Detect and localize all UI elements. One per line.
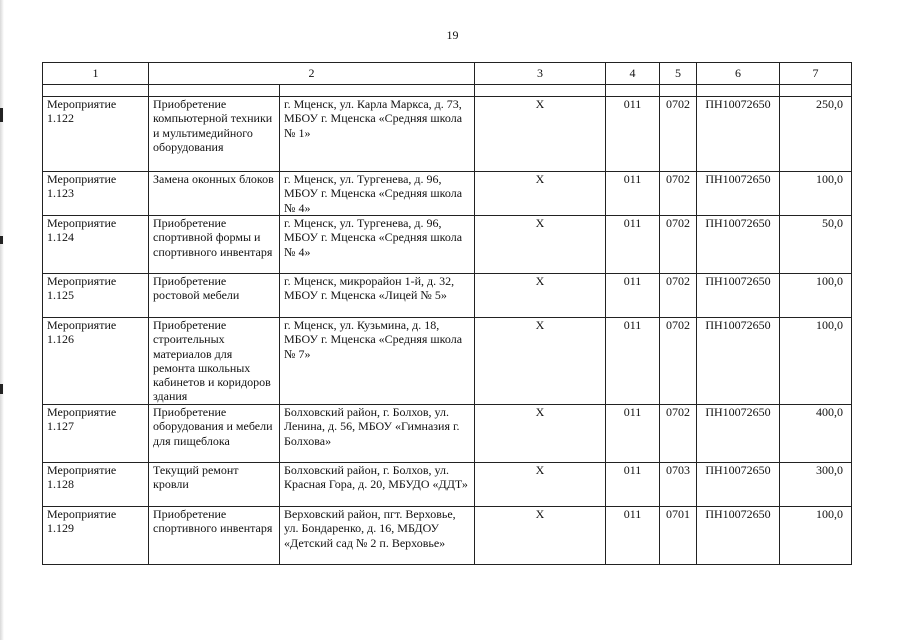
column-6-cell: ПН10072650 [697,507,780,565]
column-4-cell: 011 [606,507,660,565]
measure-name-cell: Приобретение спортивной формы и спортивного инвентаря [149,216,280,274]
column-3-cell: Х [475,405,606,463]
column-3-cell: Х [475,507,606,565]
amount-cell: 250,0 [780,97,852,172]
measure-name-cell: Приобретение ростовой мебели [149,274,280,318]
address-cell: г. Мценск, ул. Тургенева, д. 96, МБОУ г. Мценска «Средняя школа № 4» [280,172,475,216]
column-6-cell: ПН10072650 [697,216,780,274]
column-5-cell: 0702 [660,172,697,216]
table-row [43,216,852,274]
column-header: 2 [149,63,475,85]
address-cell: Верховский район, пгт. Верховье, ул. Бондаренко, д. 16, МБДОУ «Детский сад № 2 п. Верховье» [280,507,475,565]
table-row [43,97,852,172]
amount-cell: 100,0 [780,274,852,318]
amount-cell: 400,0 [780,405,852,463]
measure-id-cell: Мероприятие 1.128 [43,463,149,507]
measure-id-cell: Мероприятие 1.126 [43,318,149,405]
amount-cell: 50,0 [780,216,852,274]
table-row [43,405,852,463]
table-row [43,172,852,216]
measures-table [42,62,852,565]
spacer-row [43,85,852,97]
column-6-cell: ПН10072650 [697,463,780,507]
column-6-cell: ПН10072650 [697,274,780,318]
column-3-cell: Х [475,463,606,507]
measure-id-cell: Мероприятие 1.123 [43,172,149,216]
column-5-cell: 0702 [660,318,697,405]
column-4-cell: 011 [606,172,660,216]
scan-edge-shadow [0,0,4,640]
column-4-cell: 011 [606,318,660,405]
column-5-cell: 0702 [660,216,697,274]
column-6-cell: ПН10072650 [697,172,780,216]
column-3-cell: Х [475,216,606,274]
scan-edge-mark [0,384,3,394]
column-4-cell: 011 [606,463,660,507]
table-row [43,274,852,318]
amount-cell: 100,0 [780,318,852,405]
measure-name-cell: Замена оконных блоков [149,172,280,216]
column-3-cell: Х [475,318,606,405]
address-cell: Болховский район, г. Болхов, ул. Красная Гора, д. 20, МБУДО «ДДТ» [280,463,475,507]
column-4-cell: 011 [606,405,660,463]
measure-name-cell: Текущий ремонт кровли [149,463,280,507]
amount-cell: 300,0 [780,463,852,507]
column-4-cell: 011 [606,216,660,274]
table-row [43,507,852,565]
measure-name-cell: Приобретение строительных материалов для ремонта школьных кабинетов и коридоров здания [149,318,280,405]
column-header: 6 [697,63,780,85]
measure-id-cell: Мероприятие 1.122 [43,97,149,172]
measure-id-cell: Мероприятие 1.127 [43,405,149,463]
column-5-cell: 0702 [660,97,697,172]
amount-cell: 100,0 [780,507,852,565]
column-header: 1 [43,63,149,85]
measure-name-cell: Приобретение спортивного инвентаря [149,507,280,565]
column-header: 5 [660,63,697,85]
column-5-cell: 0703 [660,463,697,507]
column-4-cell: 011 [606,97,660,172]
scan-edge-mark [0,108,3,122]
page-number: 19 [446,28,459,42]
address-cell: г. Мценск, ул. Карла Маркса, д. 73, МБОУ г. Мценска «Средняя школа № 1» [280,97,475,172]
table-row [43,463,852,507]
address-cell: г. Мценск, ул. Кузьмина, д. 18, МБОУ г. Мценска «Средняя школа № 7» [280,318,475,405]
scan-edge-mark [0,236,3,244]
column-3-cell: Х [475,97,606,172]
column-header: 4 [606,63,660,85]
column-3-cell: Х [475,172,606,216]
column-5-cell: 0701 [660,507,697,565]
measure-id-cell: Мероприятие 1.125 [43,274,149,318]
column-5-cell: 0702 [660,405,697,463]
measure-id-cell: Мероприятие 1.129 [43,507,149,565]
column-3-cell: Х [475,274,606,318]
measure-name-cell: Приобретение компьютерной техники и мультимедийного оборудования [149,97,280,172]
column-6-cell: ПН10072650 [697,97,780,172]
column-4-cell: 011 [606,274,660,318]
address-cell: Болховский район, г. Болхов, ул. Ленина, д. 56, МБОУ «Гимназия г. Болхова» [280,405,475,463]
table-row [43,318,852,405]
address-cell: г. Мценск, микрорайон 1-й, д. 32, МБОУ г. Мценска «Лицей № 5» [280,274,475,318]
measure-id-cell: Мероприятие 1.124 [43,216,149,274]
column-6-cell: ПН10072650 [697,318,780,405]
column-6-cell: ПН10072650 [697,405,780,463]
amount-cell: 100,0 [780,172,852,216]
header-row [43,63,852,85]
column-header: 7 [780,63,852,85]
column-header: 3 [475,63,606,85]
column-5-cell: 0702 [660,274,697,318]
address-cell: г. Мценск, ул. Тургенева, д. 96, МБОУ г. Мценска «Средняя школа № 4» [280,216,475,274]
measure-name-cell: Приобретение оборудования и мебели для пищеблока [149,405,280,463]
